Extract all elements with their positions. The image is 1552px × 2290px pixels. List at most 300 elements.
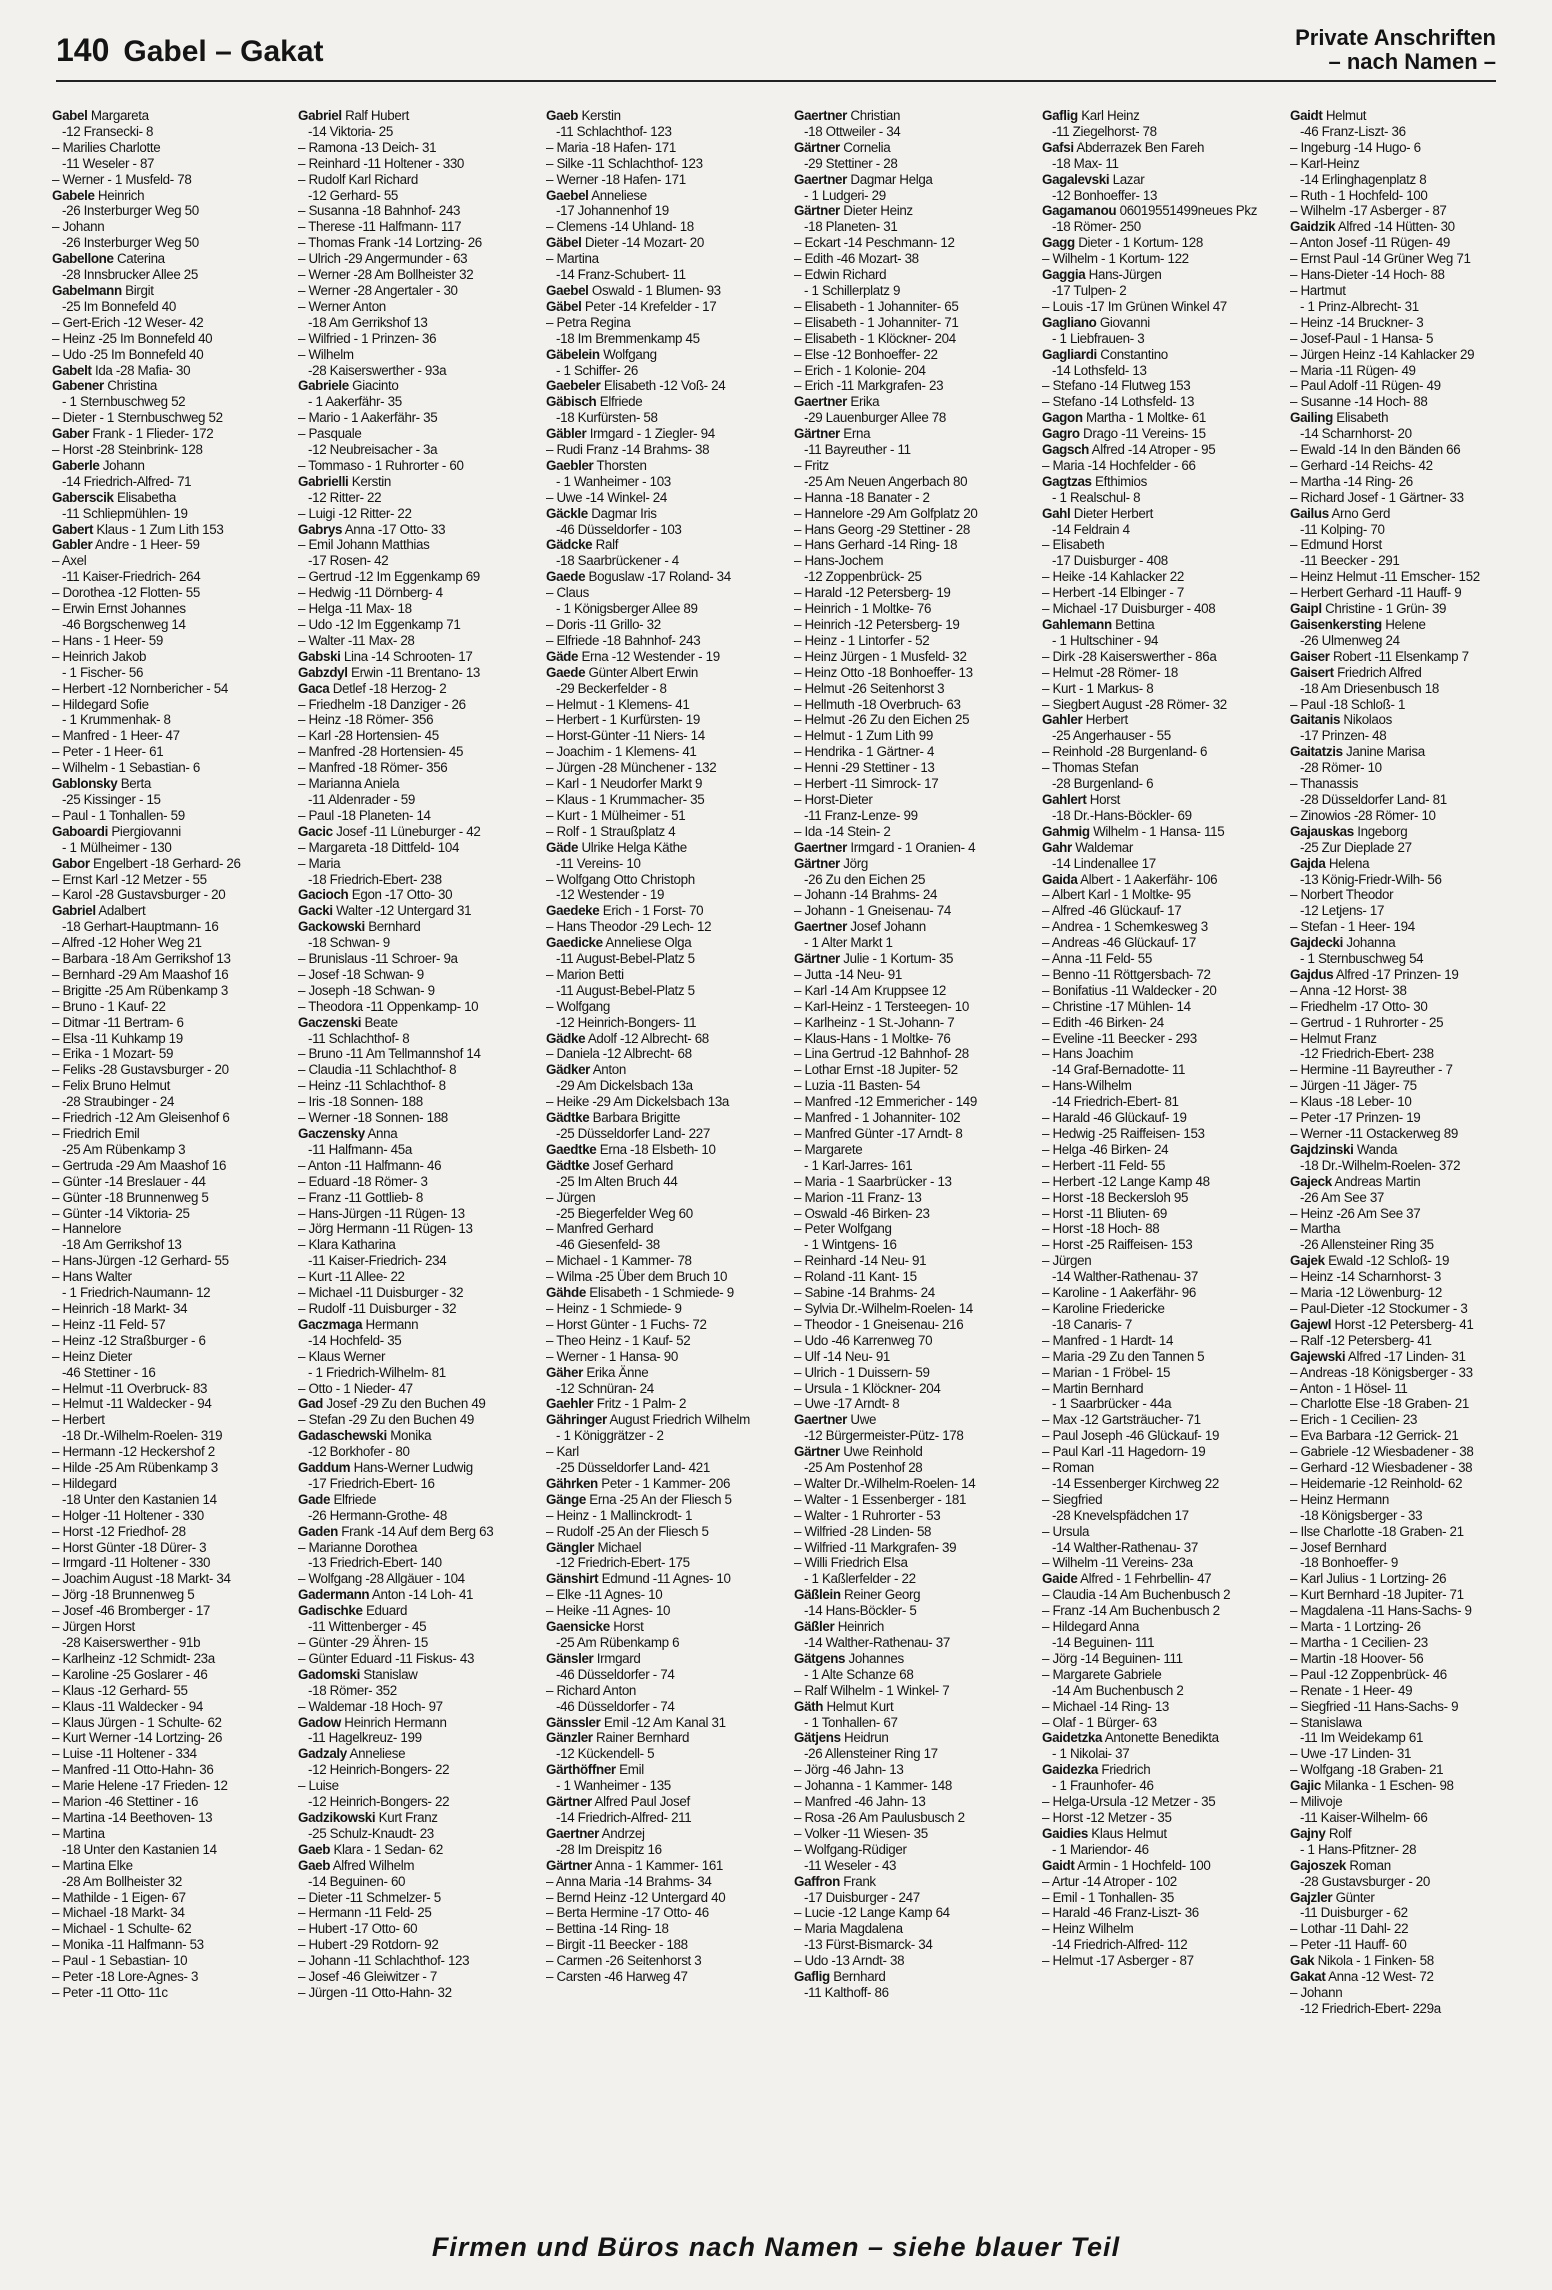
address-line: -26 Insterburger Weg 50 [62,235,199,251]
sub-entry: – Helmut Franz [1290,1030,1377,1046]
surname: Gaitatzis [1290,744,1343,760]
sub-entry: – Hans - 1 Heer- 59 [52,632,163,648]
entry-details: Antonette Benedikta [1102,1730,1219,1746]
sub-entry: – Wilhelm -17 Asberger - 87 [1290,203,1447,219]
address-line: -11 Vereins- 10 [556,855,641,871]
sub-entry: – Ruth - 1 Hochfeld- 100 [1290,187,1428,203]
entry-details: Wilhelm - 1 Hansa- 115 [1089,823,1225,839]
sub-entry: – Horst -12 Friedhof- 28 [52,1523,186,1539]
sub-entry: – Michael -11 Duisburger - 32 [298,1285,464,1301]
sub-entry: – Heinz -18 Römer- 356 [298,712,434,728]
sub-entry: – Hans-Wilhelm [1042,1078,1132,1094]
entry-details: Rainer Bernhard [592,1730,690,1746]
surname: Gabener [52,378,104,394]
surname: Gabriel [52,903,96,919]
entry-details: Andre - 1 Heer- 59 [92,537,200,553]
surname-entry [52,490,284,506]
address-line: -28 Kaiserswerther - 93a [308,362,447,378]
address-line: -14 Erlinghagenplatz 8 [1300,171,1427,187]
surname-entry [1290,219,1522,235]
sub-entry: – Horst -28 Steinbrink- 128 [52,442,203,458]
sub-entry: – Maria -14 Hochfelder - 66 [1042,457,1196,473]
address-line: - 1 Schiffer- 26 [556,362,638,378]
surname: Gädcke [546,537,593,553]
surname-entry [52,188,284,204]
surname-entry [1042,872,1274,888]
surname: Gätjens [794,1730,841,1746]
surname-entry [546,903,778,919]
surname: Gabriele [298,378,349,394]
entry-details: Bernhard [829,1969,886,1985]
entry-details: Monika [386,1428,432,1444]
entry-details: Cornelia [839,139,891,155]
address-line: -25 Kissinger - 15 [62,791,161,807]
surname-entry [1042,1762,1274,1778]
surname-entry [1290,1890,1522,1906]
entry-details: Josef Gerhard [589,1157,673,1173]
sub-entry: – Walter -11 Max- 28 [298,632,415,648]
sub-entry: – Heike -11 Agnes- 10 [546,1603,671,1619]
surname: Gacioch [298,887,349,903]
surname: Gaedtke [546,1141,597,1157]
entry-details: Janine Marisa [1342,744,1425,760]
address-line: -18 Am Driesenbusch 18 [1300,680,1439,696]
sub-entry: – Gert-Erich -12 Weser- 42 [52,314,204,330]
surname: Gajny [1290,1825,1326,1841]
surname-entry [298,474,530,490]
sub-entry: – Sylvia Dr.-Wilhelm-Roelen- 14 [794,1300,973,1316]
sub-entry: – Herbert -12 Lange Kamp 48 [1042,1173,1210,1189]
sub-entry: – Stefano -14 Flutweg 153 [1042,378,1191,394]
sub-entry: – Johann -14 Brahms- 24 [794,887,938,903]
sub-entry: – Jürgen Horst [52,1619,135,1635]
surname-entry [546,1365,778,1381]
surname-entry [1290,824,1522,840]
sub-entry: – Marianne Dorothea [298,1539,418,1555]
sub-entry: – Bettina -14 Ring- 18 [546,1921,669,1937]
surname-entry [546,1476,778,1492]
sub-entry: – Karlheinz -12 Schmidt- 23a [52,1650,215,1666]
sub-entry: – Herbert -14 Elbinger - 7 [1042,585,1184,601]
sub-entry: – Karl Julius - 1 Lortzing- 26 [1290,1571,1447,1587]
address-line: -12 Bonhoeffer- 13 [1052,187,1158,203]
sub-entry: – Martin -18 Hoover- 56 [1290,1650,1424,1666]
surname: Gajda [1290,855,1326,871]
surname: Gajzler [1290,1889,1333,1905]
entry-details: Nikolaos [1340,712,1392,728]
surname: Gahr [1042,839,1072,855]
sub-entry: – Ursula [1042,1523,1090,1539]
sub-entry: – Milivoje [1290,1794,1343,1810]
surname: Gaertner [794,919,848,935]
sub-entry: – Jürgen [546,1189,596,1205]
address-line: -11 Kaiser-Wilhelm- 66 [1300,1809,1428,1825]
sub-entry: – Otto - 1 Nieder- 47 [298,1380,413,1396]
surname-entry [546,1158,778,1174]
surname: Gaebler [546,457,594,473]
surname: Gäher [546,1364,583,1380]
sub-entry: – Maria -11 Rügen- 49 [1290,362,1416,378]
sub-entry: – Klaus -12 Gerhard- 55 [52,1682,188,1698]
surname: Gädke [546,1030,586,1046]
entry-details: Giacinto [348,378,399,394]
sub-entry: – Günter -14 Viktoria- 25 [52,1205,190,1221]
sub-entry: – Herbert - 1 Kurfürsten- 19 [546,712,700,728]
sub-entry: – Rudolf -11 Duisburger - 32 [298,1300,457,1316]
sub-entry: – Heinrich Jakob [52,648,147,664]
sub-entry: – Heinrich -12 Petersberg- 19 [794,617,960,632]
sub-entry: – Bonifatius -11 Waldecker - 20 [1042,982,1217,998]
entry-details: Helene [1381,617,1426,632]
sub-entry: – Ida -14 Stein- 2 [794,823,891,839]
surname-entry [1290,712,1522,728]
entry-details: Kerstin [348,473,392,489]
surname-entry [298,1428,530,1444]
sub-entry: – Martina [546,251,599,267]
sub-entry: – Dieter - 1 Sternbuschweg 52 [52,410,223,426]
sub-entry: – Werner - 1 Musfeld- 78 [52,171,192,187]
entry-details: Emil -12 Am Kanal 31 [600,1714,726,1730]
sub-entry: – Sabine -14 Brahms- 24 [794,1285,935,1301]
sub-entry: – Charlotte Else -18 Graben- 21 [1290,1396,1469,1412]
section-title-line1: Private Anschriften [1295,25,1496,50]
address-line: -12 Borkhofer - 80 [308,1444,410,1460]
sub-entry: – Ulf -14 Neu- 91 [794,1348,891,1364]
surname-entry [546,1110,778,1126]
surname-entry [52,856,284,872]
sub-entry: – Hans-Dieter -14 Hoch- 88 [1290,267,1445,283]
surname: Gaber [52,426,89,442]
surname-entry [1042,442,1274,458]
sub-entry: – Holger -11 Holtener - 330 [52,1507,204,1523]
surname-entry [298,108,530,124]
surname: Gabelt [52,362,92,378]
surname: Gaertner [794,171,848,187]
sub-entry: – Gerhard -14 Reichs- 42 [1290,457,1433,473]
sub-entry: – Barbara -18 Am Gerrikshof 13 [52,951,231,967]
address-line: -18 Canaris- 7 [1052,1316,1132,1332]
sub-entry: – Werner -18 Sonnen- 188 [298,1110,448,1126]
sub-entry: – Willi Friedrich Elsa [794,1555,908,1571]
sub-entry: – Reinhard -11 Holtener - 330 [298,155,465,171]
surname-entry [298,1587,530,1603]
surname-entry [1042,1858,1274,1874]
entry-details: Stanislaw [359,1666,418,1682]
sub-entry: – Eduard -18 Römer- 3 [298,1173,428,1189]
entry-details: Dieter Herbert [1070,505,1153,521]
surname: Gaeb [298,1841,331,1857]
sub-entry: – Jörg -14 Beguinen- 111 [1042,1650,1183,1666]
sub-entry: – Werner -28 Am Bollheister 32 [298,267,474,283]
sub-entry: – Ralf Wilhelm - 1 Winkel- 7 [794,1682,950,1698]
sub-entry: – Elsa -11 Kuhkamp 19 [52,1030,183,1046]
entry-details: Edmund -11 Agnes- 10 [598,1571,731,1587]
sub-entry: – Bernd Heinz -12 Untergard 40 [546,1889,726,1905]
surname-entry [1290,506,1522,522]
surname-entry [298,919,530,935]
sub-entry: – Martha [1290,1221,1341,1237]
address-line: - 1 Prinz-Albrecht- 31 [1300,298,1419,314]
surname-entry [1290,410,1522,426]
listing-column-1 [52,108,284,2138]
page-number: 140 [56,32,110,68]
entry-details: Robert -11 Elsenkamp 7 [1329,648,1469,664]
entry-details: Constantino [1096,346,1168,362]
surname: Gadzaly [298,1746,347,1762]
address-line: -12 Heinrich-Bongers- 22 [308,1762,450,1778]
sub-entry: – Hermine -11 Bayreuther - 7 [1290,1062,1453,1078]
sub-entry: – Mathilde - 1 Eigen- 67 [52,1889,186,1905]
sub-entry: – Walter - 1 Essenberger - 181 [794,1491,967,1507]
surname: Gätgens [794,1650,846,1666]
address-line: -18 Planeten- 31 [804,219,898,235]
surname: Gajdus [1290,966,1334,982]
sub-entry: – Theo Heinz - 1 Kauf- 52 [546,1332,691,1348]
sub-entry: – Uwe -14 Winkel- 24 [546,489,668,505]
address-line: -18 Im Bremmenkamp 45 [556,330,700,346]
surname-entry [546,1730,778,1746]
sub-entry: – Günter Eduard -11 Fiskus- 43 [298,1650,475,1666]
sub-entry: – Margarete Gabriele [1042,1666,1162,1682]
entry-details: Bernhard [364,919,421,935]
entry-details: Friedrich Alfred [1333,664,1422,680]
sub-entry: – Hans Theodor -29 Lech- 12 [546,919,712,935]
sub-entry: – Martina [52,1825,105,1841]
sub-entry: – Horst Günter - 1 Fuchs- 72 [546,1316,707,1332]
surname: Gabski [298,648,341,664]
surname-entry [298,1317,530,1333]
sub-entry: – Helga -11 Max- 18 [298,601,412,617]
sub-entry: – Volker -11 Wiesen- 35 [794,1825,928,1841]
entry-details: Reiner Georg [840,1587,921,1603]
address-line: - 1 Tonhallen- 67 [804,1714,898,1730]
surname: Gärtner [794,1444,840,1460]
sub-entry: – Siegfried -11 Hans-Sachs- 9 [1290,1698,1459,1714]
address-line: -17 Prinzen- 48 [1300,728,1387,744]
listing-column-6 [1290,108,1522,2138]
surname-entry [1042,1730,1274,1746]
sub-entry: – Eveline -11 Beecker - 293 [1042,1030,1197,1046]
sub-entry: – Klaus -11 Waldecker - 94 [52,1698,203,1714]
entry-details: Beate [361,1014,398,1030]
surname: Gabzdyl [298,664,348,680]
sub-entry: – Werner -28 Angertaler - 30 [298,282,458,298]
sub-entry: – Erwin Ernst Johannes [52,601,186,617]
sub-entry: – Günter -14 Breslauer - 44 [52,1173,206,1189]
sub-entry: – Johann [52,219,105,235]
sub-entry: – Friedrich -12 Am Gleisenhof 6 [52,1110,230,1126]
sub-entry: – Heinz -14 Scharnhorst- 3 [1290,1269,1441,1285]
sub-entry: – Hilde -25 Am Rübenkamp 3 [52,1460,218,1476]
entry-details: August Friedrich Wilhelm [606,1412,750,1428]
sub-entry: – Herbert -11 Feld- 55 [1042,1157,1166,1173]
surname: Gaertner [794,1412,848,1428]
sub-entry: – Walter - 1 Ruhrorter - 53 [794,1507,941,1523]
address-line: -28 Burgenland- 6 [1052,776,1154,792]
surname-entry [52,108,284,124]
address-line: -14 Graf-Bernadotte- 11 [1052,1062,1186,1078]
sub-entry: – Pasquale [298,426,362,442]
listing-column-3 [546,108,778,2138]
surname: Gaertner [794,839,848,855]
sub-entry: – Joseph -18 Schwan- 9 [298,982,435,998]
sub-entry: – Hildegard [52,1475,117,1491]
address-line: - 1 Schillerplatz 9 [804,282,901,298]
entry-details: Dieter -14 Mozart- 20 [581,235,705,251]
sub-entry: – Lothar -11 Dahl- 22 [1290,1921,1409,1937]
surname-entry [1042,824,1274,840]
address-line: - 1 Aakerfähr- 35 [308,394,402,410]
surname: Gaiser [1290,648,1330,664]
surname: Gajdzinski [1290,1141,1354,1157]
surname: Gaberle [52,457,100,473]
entry-details: Ralf Hubert [341,108,409,123]
sub-entry: – Thomas Frank -14 Lortzing- 26 [298,235,482,251]
sub-entry: – Josef -46 Gleiwitzer - 7 [298,1969,437,1985]
surname: Gajauskas [1290,823,1354,839]
surname-entry [298,1842,530,1858]
entry-details: Adolf -12 Albrecht- 68 [585,1030,709,1046]
sub-entry: – Hans Gerhard -14 Ring- 18 [794,537,958,553]
surname: Gaflig [1042,108,1078,123]
sub-entry: – Emil Johann Matthias [298,537,430,553]
surname-entry [1042,1571,1274,1587]
address-line: -26 Zu den Eichen 25 [804,871,926,887]
sub-entry: – Wolfgang [546,998,610,1014]
surname-entry [794,426,1026,442]
sub-entry: – Thanassis [1290,776,1359,792]
surname: Gagro [1042,426,1080,442]
address-line: - 1 Realschul- 8 [1052,489,1141,505]
sub-entry: – Anton - 1 Hösel- 11 [1290,1380,1408,1396]
sub-entry: – Axel [52,553,87,569]
surname-entry [298,1603,530,1619]
sub-entry: – Else -12 Bonhoeffer- 22 [794,346,938,362]
address-line: -18 Max- 11 [1052,155,1119,171]
address-line: -18 Römer- 352 [308,1682,397,1698]
address-line: -14 Friedrich-Alfred- 112 [1052,1937,1188,1953]
sub-entry: – Johann - 1 Gneisenau- 74 [794,903,951,919]
surname-entry [1042,506,1274,522]
entry-details: Christine - 1 Grün- 39 [1321,601,1447,617]
sub-entry: – Heinrich - 1 Moltke- 76 [794,601,932,617]
sub-entry: – Rosa -26 Am Paulusbusch 2 [794,1809,965,1825]
sub-entry: – Wilfried -11 Markgrafen- 39 [794,1539,957,1555]
sub-entry: – Edith -46 Mozart- 38 [794,251,919,267]
address-line: -11 Ziegelhorst- 78 [1052,123,1157,139]
sub-entry: – Carmen -26 Seitenhorst 3 [546,1953,702,1969]
sub-entry: – Paul -12 Zoppenbrück- 46 [1290,1666,1447,1682]
surname-entry [546,1285,778,1301]
listing-column-4 [794,108,1026,2138]
sub-entry: – Hanna -18 Banater - 2 [794,489,930,505]
entry-details: Lazar [1109,171,1145,187]
surname: Gährken [546,1475,598,1491]
surname-entry [546,1062,778,1078]
surname-entry [794,840,1026,856]
surname: Gajoszek [1290,1857,1346,1873]
sub-entry: – Friedhelm -18 Danziger - 26 [298,696,466,712]
sub-entry: – Harald -46 Glückauf- 19 [1042,1110,1187,1126]
sub-entry: – Therese -11 Halfmann- 117 [298,219,462,235]
address-line: -11 Franz-Lenze- 99 [804,807,918,823]
address-line: - 1 Alte Schanze 68 [804,1666,914,1682]
entry-details: Oswald - 1 Blumen- 93 [588,282,721,298]
surname: Gabrys [298,521,343,537]
sub-entry: – Maria -18 Hafen- 171 [546,139,676,155]
address-line: -28 Im Dreispitz 16 [556,1841,662,1857]
surname-entry [1290,665,1522,681]
sub-entry: – Paul -18 Planeten- 14 [298,807,431,823]
surname: Gaede [546,664,586,680]
sub-entry: – Hermann -11 Feld- 25 [298,1905,432,1921]
entry-details: Egon -17 Otto- 30 [348,887,453,903]
sub-entry: – Helga -46 Birken- 24 [1042,1141,1169,1157]
address-line: -18 Dr.-Wilhelm-Roelen- 372 [1300,1157,1461,1173]
surname: Gahl [1042,505,1071,521]
sub-entry: – Ulrich -29 Angermunder - 63 [298,251,468,267]
entry-details: Klara - 1 Sedan- 62 [330,1841,443,1857]
entry-details: Anna - 1 Kammer- 161 [591,1857,724,1873]
sub-entry: – Hans Georg -29 Stettiner - 28 [794,521,970,537]
address-line: -18 Römer- 250 [1052,219,1141,235]
sub-entry: – Horst -18 Hoch- 88 [1042,1221,1160,1237]
sub-entry: – Eckart -14 Peschmann- 12 [794,235,955,251]
address-line: -25 Düsseldorfer Land- 421 [556,1460,710,1476]
surname-entry [794,856,1026,872]
entry-details: Alfred Paul Josef [591,1794,690,1810]
entry-details: Elisabeth -12 Voß- 24 [600,378,726,394]
sub-entry: – Manfred Günter -17 Arndt- 8 [794,1126,963,1141]
entry-details: Horst [1086,791,1121,807]
entry-details: Alfred - 1 Fehrbellin- 47 [1077,1571,1212,1587]
sub-entry: – Roland -11 Kant- 15 [794,1269,917,1285]
surname: Gaidt [1290,108,1323,123]
sub-entry: – Joachim August -18 Markt- 34 [52,1571,231,1587]
surname-entry [1290,1253,1522,1269]
surname-entry [298,1460,530,1476]
sub-entry: – Uwe -17 Arndt- 8 [794,1396,900,1412]
address-line: -14 Am Buchenbusch 2 [1052,1682,1184,1698]
sub-entry: – Karl -14 Am Kruppsee 12 [794,982,947,998]
sub-entry: – Manfred -46 Jahn- 13 [794,1794,926,1810]
entry-details: Drago -11 Vereins- 15 [1079,426,1206,442]
entry-details: Barbara Brigitte [589,1110,681,1126]
address-line: -18 Ottweiler - 34 [804,123,901,139]
surname-entry [546,108,778,124]
address-line: -13 Friedrich-Ebert- 140 [308,1555,442,1571]
address-line: -18 Dr.-Hans-Böckler- 69 [1052,807,1192,823]
sub-entry: – Luigi -12 Ritter- 22 [298,505,412,521]
surname: Gärtner [794,951,840,967]
sub-entry: – Anton Josef -11 Rügen- 49 [1290,235,1451,251]
listing-column-2 [298,108,530,2138]
entry-details: Boguslaw -17 Roland- 34 [585,569,731,585]
sub-entry: – Horst -12 Metzer - 35 [1042,1809,1172,1825]
sub-entry: – Marion -46 Stettiner - 16 [52,1794,199,1810]
sub-entry: – Heidemarie -12 Reinhold- 62 [1290,1475,1463,1491]
surname-entry [1042,410,1274,426]
sub-entry: – Rudi Franz -14 Brahms- 38 [546,442,710,458]
surname-entry [794,140,1026,156]
entry-details: Erich - 1 Forst- 70 [599,903,704,919]
sub-entry: – Brigitte -25 Am Rübenkamp 3 [52,982,228,998]
surname: Gärtner [794,139,840,155]
surname: Gabler [52,537,93,553]
entry-details: Waldemar [1071,839,1133,855]
address-line: -11 August-Bebel-Platz 5 [556,951,695,967]
sub-entry: – Heinz Wilhelm [1042,1921,1134,1937]
